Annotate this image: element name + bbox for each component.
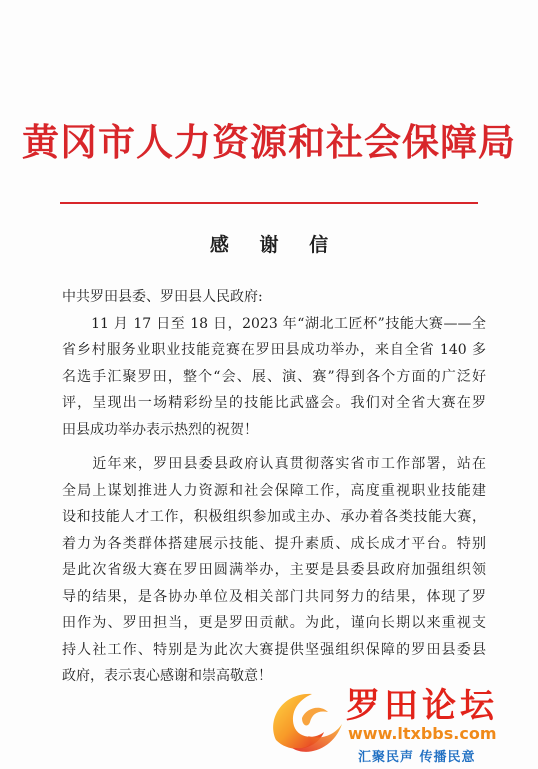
forum-name: 罗田论坛: [346, 686, 498, 726]
salutation: 中共罗田县委、罗田县人民政府:: [62, 289, 263, 305]
paragraph-line: 田县成功举办表示热烈的祝贺！: [62, 421, 258, 438]
paragraph-line: 全局上谋划推进人力资源和社会保障工作，高度重视职业技能建: [62, 482, 486, 499]
forum-url: www.ltxbbs.com: [348, 724, 497, 743]
paragraph-line: 11 月 17 日至 18 日，2023 年“湖北工匠杯”技能大赛——全: [62, 315, 486, 332]
letter-title: 感 谢 信: [209, 234, 341, 256]
letterhead-red-rule: [60, 202, 478, 204]
paragraph-line: 省乡村服务业职业技能竞赛在罗田县成功举办，来自全省 140 多: [62, 342, 486, 358]
paragraph-line: 田作为、罗田担当，更是罗田贡献。为此，谨向长期以来重视支: [62, 615, 486, 631]
flame-swirl-logo-icon: [262, 678, 352, 764]
paragraph-line: 名选手汇聚罗田，整个“会、展、演、赛”得到各个方面的广泛好: [62, 368, 486, 385]
letter-body: [62, 284, 486, 690]
paragraph-1: [62, 311, 486, 444]
paragraph-line: 近年来，罗田县委县政府认真贯彻落实省市工作部署，站在: [62, 456, 486, 472]
paragraph-line: 设和技能人才工作，积极组织参加或主办、承办着各类技能大赛，: [62, 509, 486, 525]
paragraph-line: 评，呈现出一场精彩纷呈的技能比武盛会。我们对全省大赛在罗: [62, 395, 486, 411]
forum-watermark: [262, 678, 532, 764]
paragraph-line: 持人社工作、特别是为此次大赛提供坚强组织保障的罗田县委县: [62, 641, 486, 658]
paragraph-line: 着力为各类群体搭建展示技能、提升素质、成长成才平台。特别: [62, 535, 486, 552]
paragraph-line: 政府，表示衷心感谢和崇高敬意！: [62, 668, 272, 684]
paragraph-2: [62, 451, 486, 690]
letterhead-title: 黄冈市人力资源和社会保障局: [22, 120, 516, 164]
paragraph-line: 导的结果，是各协办单位及相关部门共同努力的结果，体现了罗: [62, 588, 486, 605]
paragraph-gap: [62, 443, 486, 451]
forum-slogan: 汇聚民声 传播民意: [358, 750, 476, 765]
paragraph-line: 是此次省级大赛在罗田圆满举办，主要是县委县政府加强组织领: [62, 562, 486, 578]
